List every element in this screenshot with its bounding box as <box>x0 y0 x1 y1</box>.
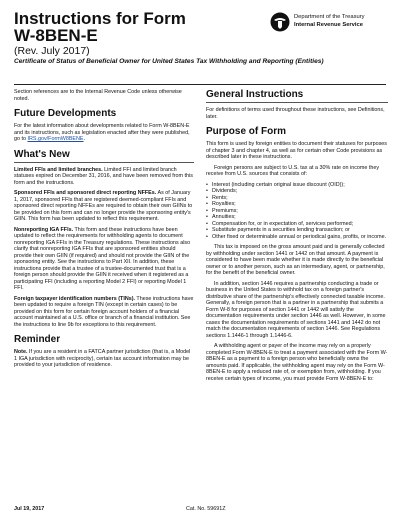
agency-department: Department of the Treasury <box>294 14 365 20</box>
intro-text: Section references are to the Internal Revenue Code unless otherwise noted. <box>14 89 182 102</box>
section-1446-text: In addition, section 1446 requires a partnership conducting a trade or business in the United States to withhold tax on a foreign partner's distributive share of the partnership's effectively connected taxable income. Generally, a foreign person that is a partner in a partnership that submits a Form W-8 for purposes of section 1441 or 1442 will satisfy the documentation requirements under section 1446 as well. However, in some cases the documentation requirements of sections 1441 and 1442 do not match the documentation requirements of section 1446. See Regulations sections 1.1446-1 through 1.1446-6. <box>206 280 386 339</box>
list-item: • Substitute payments in a securities lending transaction; or <box>206 227 388 234</box>
reminder-paragraph <box>14 349 194 369</box>
header-rule <box>14 84 386 85</box>
list-item: • Annuities; <box>206 214 388 221</box>
treasury-eagle-icon <box>270 12 290 32</box>
right-column <box>206 89 388 386</box>
limited-ffi-text: Limited FFI and limited branch statuses expired on December 31, 2016, and have been removed from this form and the instructions. <box>14 166 193 186</box>
nonreporting-iga-lead: Nonreporting IGA FFIs. <box>14 226 74 233</box>
sponsored-ffi-paragraph <box>14 190 194 223</box>
subject-text: Foreign persons are subject to U.S. tax at a 30% rate on income they receive from U.S. sources that consists of: <box>206 164 380 177</box>
document-title: Instructions for Form W-8BEN-E <box>14 9 186 45</box>
agency-name: Internal Revenue Service <box>294 22 363 28</box>
purpose-heading: Purpose of Form <box>206 126 287 137</box>
foreign-tin-text: These instructions have been updated to require a foreign TIN (except in certain cases) to be provided on this form for certain foreign account holders of a financial account maintained at a U.S. office or branch of a financial institution. See the instructions to line 9b for exceptions to this requirement. <box>14 295 194 328</box>
catalog-number: Cat. No. 59691Z <box>186 506 226 512</box>
page-footer <box>14 506 386 514</box>
future-developments-text: For the latest information about developments related to Form W-8BEN-E and its instructions, such as legislation enacted after they were published, go to IRS.gov/FormW8BENE. <box>14 123 190 142</box>
section-rule <box>206 102 388 103</box>
sponsored-ffi-text: As of January 1, 2017, sponsored FFIs that are registered deemed-compliant FFIs and sponsored direct reporting NFFEs are required to obtain their own GIINs to be provided on this form and can no longer provide the sponsoring entity's GIIN. This form has been updated to reflect this requirement. <box>14 190 193 222</box>
list-item: • Royalties; <box>206 201 388 208</box>
list-item: • Other fixed or determinable annual or periodical gains, profits, or income. <box>206 234 388 241</box>
future-text: For the latest information about developments related to Form W-8BEN-E and its instructions, such as legislation enacted after they were published, go to <box>14 123 190 142</box>
list-item: • Interest (including certain original issue discount (OID)); <box>206 182 388 189</box>
income-type-list <box>206 182 388 241</box>
list-item: • Rents; <box>206 195 388 202</box>
sponsored-ffi-lead: Sponsored FFIs and sponsored direct reporting NFFEs. <box>14 190 157 196</box>
revision-date: (Rev. July 2017) <box>14 45 90 57</box>
future-developments-heading: Future Developments <box>14 108 117 119</box>
reminder-lead: Note. <box>14 349 28 355</box>
list-item: • Premiums; <box>206 208 388 215</box>
whats-new-heading: What's New <box>14 148 70 160</box>
limited-ffi-lead: Limited FFIs and limited branches. <box>14 166 103 173</box>
left-column <box>14 89 194 373</box>
general-instructions-heading: General Instructions <box>206 89 304 100</box>
reminder-text: If you are a resident in a FATCA partner jurisdiction (that is, a Model 1 IGA jurisdiction with reciprocity), certain tax account information may be provided to your jurisdiction of residence. <box>14 349 191 368</box>
foreign-tin-paragraph <box>14 296 194 329</box>
nonreporting-iga-paragraph <box>14 227 194 292</box>
irs-form-link[interactable]: IRS.gov/FormW8BENE <box>27 136 84 142</box>
limited-ffi-paragraph <box>14 167 194 187</box>
list-item: • Dividends; <box>206 188 388 195</box>
withholding-agent-text: A withholding agent or payer of the income may rely on a properly completed Form W-8BEN-E to treat a payment associated with the Form W-8BEN-E as a payment to a foreign person who beneficially owns the amounts paid. If applicable, the withholding agent may rely on the Form W-8BEN-E to apply a reduced rate of, or exemption from, withholding. If you receive certain types of income, you must provide Form W-8BEN-E to: <box>206 343 388 382</box>
general-instructions-text: For definitions of terms used throughout these instructions, see Definitions, later. <box>206 107 385 120</box>
purpose-text: This form is used by foreign entities to document their statuses for purposes of chapter 3 and chapter 4, as well as for certain other Code provisions as described later in these instructions. <box>206 141 387 160</box>
document-header <box>14 10 386 84</box>
footer-date: Jul 19, 2017 <box>14 506 45 512</box>
document-subtitle: Certificate of Status of Beneficial Owner for United States Tax Withholding and Reporting (Entities) <box>14 58 324 65</box>
list-item: • Compensation for, or in expectation of, services performed; <box>206 221 388 228</box>
section-rule <box>14 162 194 163</box>
nonreporting-iga-text: This form and these instructions have been updated to reflect the requirements for withholding agents to document nonreporting IGA FFIs in the Treasury regulations. These instructions also clarify that nonreporting IGA FFIs that are sponsored entities should provide their own GIIN (if required) and should not provide the GIIN of the sponsoring entity. See the instructions to Part XII. In addition, these instructions provide that a trustee of a trustee-documented trust that is a foreign person should provide the GIIN it received when it registered as a participating FFI (including a reporting Model 2 FFI) or reporting Model 1 FFI. <box>14 226 191 291</box>
agency-block <box>270 12 386 34</box>
tax-imposed-text: This tax is imposed on the gross amount paid and is generally collected by withholding under section 1441 or 1442 on that amount. A payment is considered to have been made whether it is made directly to the beneficial owner or to another person, such as an intermediary, agent, or partnership, for the benefit of the beneficial owner. <box>206 244 385 276</box>
reminder-heading: Reminder <box>14 334 61 345</box>
foreign-tin-lead: Foreign taxpayer identification numbers (TINs). <box>14 295 136 302</box>
